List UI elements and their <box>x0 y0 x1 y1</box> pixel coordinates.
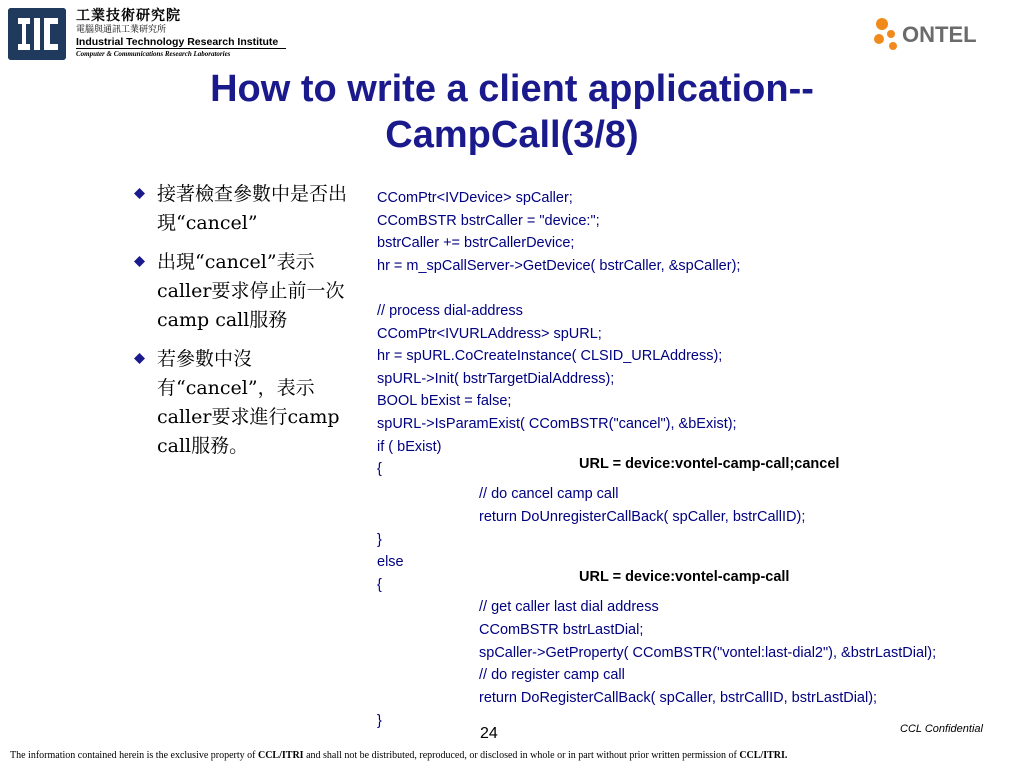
code-line: spURL->IsParamExist( CComBSTR("cancel"), &bExist); <box>377 416 737 432</box>
diamond-bullet-icon <box>134 256 145 267</box>
ontel-logo-text: ONTEL <box>902 22 977 47</box>
ontel-logo-mark <box>872 14 1014 54</box>
code-line: CComPtr<IVURLAddress> spURL; <box>377 325 602 342</box>
diamond-bullet-icon <box>134 353 145 364</box>
bullet-text: 若參數中沒有“cancel”，表示caller要求進行camp call服務。 <box>157 348 340 457</box>
camp-url-label: URL = device:vontel-camp-call <box>579 569 790 585</box>
title-line-2: CampCall(3/8) <box>385 114 639 156</box>
code-line: // do cancel camp call <box>479 486 619 502</box>
code-line: { <box>377 461 382 478</box>
bullet-list <box>132 180 350 471</box>
code-line: spCaller->GetProperty( CComBSTR("vontel:last-dial2"), &bstrLastDial); <box>479 645 937 661</box>
code-line: { <box>377 577 382 593</box>
title-line-1: How to write a client application-- <box>210 68 814 110</box>
code-line: hr = spURL.CoCreateInstance( CLSID_URLAddress); <box>377 348 723 365</box>
code-line: if ( bExist) <box>377 438 442 455</box>
diamond-bullet-icon <box>134 188 145 199</box>
cancel-url-label: URL = device:vontel-camp-call;cancel <box>579 456 840 472</box>
code-line: BOOL bExist = false; <box>377 393 512 410</box>
code-line: // do register camp call <box>479 667 625 683</box>
code-line: CComBSTR bstrCaller = "device:"; <box>377 212 600 229</box>
code-line: return DoUnregisterCallBack( spCaller, bstrCallID); <box>479 509 806 525</box>
code-line: bstrCaller += bstrCallerDevice; <box>377 235 575 252</box>
bullet-item <box>132 345 350 461</box>
code-line: // process dial-address <box>377 303 523 319</box>
code-line: hr = m_spCallServer->GetDevice( bstrCaller, &spCaller); <box>377 257 741 274</box>
code-line: } <box>377 713 382 729</box>
code-line: // get caller last dial address <box>479 599 659 615</box>
code-line: CComPtr<IVDevice> spCaller; <box>377 190 573 206</box>
bullet-text: 出現“cancel”表示caller要求停止前一次camp call服務 <box>157 251 345 331</box>
code-line: spURL->Init( bstrTargetDialAddress); <box>377 370 615 387</box>
itri-chinese-name: 工業技術研究院 <box>76 8 181 24</box>
disclaimer-owner-1: CCL/ITRI <box>257 750 304 761</box>
disclaimer-text-2: and shall not be distributed, reproduced, or disclosed in whole or in part without prior written permission of <box>303 750 740 761</box>
code-line: else <box>377 554 404 570</box>
itri-english-division: Computer & Communications Research Laboratories <box>76 50 231 58</box>
disclaimer-owner-2: CCL/ITRI. <box>739 750 788 761</box>
itri-english-name: Industrial Technology Research Institute <box>76 36 286 49</box>
bullet-item <box>132 248 350 335</box>
bullet-item <box>132 180 350 238</box>
disclaimer-text-1: The information contained herein is the exclusive property of <box>10 750 258 761</box>
bullet-text: 接著檢查參數中是否出現“cancel” <box>157 183 348 234</box>
itri-chinese-division: 電腦與通訊工業研究所 <box>76 25 167 35</box>
confidential-label: CCL Confidential <box>900 723 983 735</box>
code-line: return DoRegisterCallBack( spCaller, bstrCallID, bstrLastDial); <box>479 690 878 706</box>
code-line: CComBSTR bstrLastDial; <box>479 622 644 638</box>
itri-logo <box>8 8 66 60</box>
ontel-logo <box>872 14 1014 54</box>
slide-title <box>90 66 934 158</box>
itri-name-block <box>76 8 286 59</box>
page-number: 24 <box>480 725 498 742</box>
footer-disclaimer <box>10 750 1020 761</box>
code-line: } <box>377 532 382 548</box>
itri-logo-mark <box>8 8 66 60</box>
